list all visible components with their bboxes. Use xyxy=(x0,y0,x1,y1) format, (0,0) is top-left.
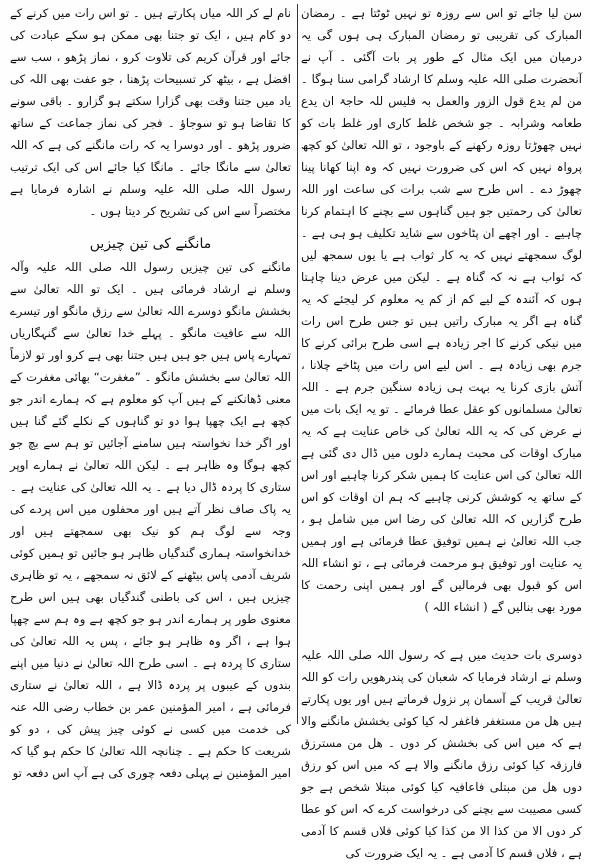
section-heading: مانگنے کی تین چیزیں xyxy=(89,236,212,252)
right-column-paragraph-2: دوسری بات حدیث میں ہے کہ رسول اللہ صلی اللہ علیہ وسلم نے ارشاد فرمایا کہ شعبان کی پندرھویں رات کو اللہ تعالیٰ قریب کے آسمان پر نزول فرماتے ہیں اور یوں پکارتے ہیں ھل من مستغفر فاغفر لہ کیا کوئی بخشش مانگنے والا ہے کہ میں اس کی بخشش کر دوں ۔ ھل من مسترزق فارزقہ کیا کوئی رزق مانگنے والا ہے کہ میں اس کو رزق دوں ھل من مبتلی فاعافیہ کیا کوئی مبتلا شخص ہے جو کسی مصیبت سے بچنے کی درخواست کرے کہ اس کو عطا کر دوں الا من کذا الا من کذا کیا کوئی فلاں قسم کا آدمی ہے ، فلاں قسم کا آدمی ہے ۔ یہ ایک ضرورت کی xyxy=(301,648,582,860)
left-column-paragraph-1: نام لے کر اللہ میاں پکارتے ہیں ۔ تو اس رات میں کرنے کے دو کام ہیں ، ایک تو جتنا بھی ممکن ہو سکے عبادت کی جائے اور قرآن کریم کی تلاوت کرو ، نماز پڑھو ، سب سے افضل ہے ، بیٹھ کر تسبیحات پڑھنا ، جو عفت بھی اللہ کی یاد میں جتنا وقت بھی گزارا سکتے ہو گزارو ۔ باقی سونے کا تقاضا ہو تو سوجاؤ ۔ فجر کی نماز جماعت کے ساتھ ضرور پڑھو ۔ اور دوسرا یہ کہ رات مانگنے کی ہے کہ اللہ تعالیٰ سے مانگا جائے ۔ مانگا کیا جائے اس کی ایک ترتیب رسول اللہ صلی اللہ علیہ وسلم نے اشارہ فرمایا ہے مختصراً سے اس کی تشریح کر دیتا ہوں ۔ xyxy=(10,6,291,218)
right-column xyxy=(301,2,582,860)
column-divider xyxy=(297,4,298,724)
right-column-paragraph-1: سن لیا جائے تو اس سے روزہ تو نہیں ٹوٹتا ہے ۔ رمضان المبارک کی تقریبی تو رمضان المبارک ہی ہوں گی یہ درمیان میں ایک مثال کے طور پر بات آگئی ۔ آپ نے آنحضرت صلی اللہ علیہ وسلم کا ارشاد گرامی سنا ہوگا ۔ من لم یدع قول الزور والعمل بہ فلیس للہ حاجۃ ان یدع طعامہ وشرابہ ۔ جو شخص غلط کاری اور غلط بات کو نہیں چھوڑتا روزہ رکھنے کے باوجود ، تو اللہ تعالیٰ کو کچھ پرواہ نہیں کہ اس کی ضرورت نہیں کہ وہ اپنا کھانا پینا چھوڑ دے ۔ اس طرح سے شب برات کی ساعت اور اللہ تعالیٰ کی رحمتیں جو ہیں گناہوں سے بچنے کا اہتمام کرنا چاہیے ۔ اور اچھے ان پٹاخوں سے شاید تکلیف ہو ہی ہے ۔ لوگ سمجھتے نہیں کہ یہ کار ثواب ہے یا یوں سمجھ لیں کہ ثواب ہے نہ کہ گناہ ہے ۔ لیکن میں عرض دینا چاہتا ہوں کہ آئندہ کے لیے کم از کم یہ معلوم کر لیجئے کہ یہ گناہ ہے اگر یہ مبارک راتیں ہیں تو جس طرح اس رات میں نیکی کرنے کا اجر زیادہ ہے اسی طرح برائی کرنے کا جرم بھی زیادہ ہے ۔ اس لیے اس رات میں پٹاخے چلانا ، آتش بازی کرنا یہ بہت ہی زیادہ سنگین جرم ہے ۔ اللہ تعالیٰ مسلمانوں کو عقل عطا فرمائے ۔ تو یہ ایک بات میں نے عرض کی کہ یہ اللہ تعالیٰ کی خاص عنایت ہے کہ یہ مبارک اوقات کی محبت ہمارے دلوں میں ڈال دی گئی ہے اللہ تعالیٰ کی اس عنایت کا ہمیں شکر کرنا چاہیے اور اس کے ساتھ یہ کوشش کرنی چاہیے کہ ہم ان اوقات کو اس طرح گزاریں کہ اللہ تعالیٰ کی رضا اس میں شامل ہو ، جب اللہ تعالیٰ نے ہمیں توفیق عطا فرمائی ہے اور ہمیں یہ عنایت اور توفیق ہو مرحمت فرمائی ہے ، تو انشاء اللہ اس کو قبول بھی فرمالیں گے اور ہمیں اپنی رحمت کا مورد بھی بنالیں گے ( انشاء اللہ ) xyxy=(301,6,582,614)
left-column-paragraph-2: مانگنے کی تین چیزیں رسول اللہ صلی اللہ علیہ وآلہ وسلم نے ارشاد فرمائی ہیں ۔ ایک تو اللہ تعالیٰ سے بخشش مانگو دوسرے اللہ تعالیٰ سے رزق مانگو اور تیسرے اللہ سے عافیت مانگو ۔ پہلے خدا تعالیٰ سے گنہگاریاں تمہارے پاس ہیں جو ہیں ہیں جتنا بھی ہے کرو اور تو لازماً اللہ تعالیٰ سے بخشش مانگو ۔ ”مغفرت“ بھائی مغفرت کے معنی ڈھانکنے کے ہیں آپ کو معلوم ہے کہ ہمارے اندر جو کچھ ہے ایک چھپا ہوا دو تو گناہوں کے نکلے گئے گنا ہیں اور اگر خدا نخواستہ ہیں سامنے آجائیں تو ہم سے بچ جو کچھ ہوگا وہ ظاہر ہے ۔ لیکن اللہ تعالیٰ نے ہمارے اوپر ستاری کا پردہ ڈال دیا ہے ۔ یہ اللہ تعالیٰ کی عنایت ہے ۔ یہ پاک صاف نظر آتے ہیں اور محفلوں میں اس پردے کی وجہ سے لوگ ہم کو نیک بھی سمجھتے ہیں اور خدانخواستہ ہماری گندگیاں ظاہر ہو جائیں تو ہمیں کوئی شریف آدمی پاس بیٹھنے کے لائق نہ سمجھے ، یہ تو ظاہری چیزیں ہیں ، اس کی باطنی گندگیاں بھی ہیں اس طرح معنوی طور پر ہمارے اندر ہو جو کچھ ہے وہ ہم سے چھپا ہوا ہے ، اگر وہ ظاہر ہو جائے ، پس یہ اللہ تعالیٰ کی ستاری کا پردہ ہے ۔ اسی طرح اللہ تعالیٰ نے دنیا میں اپنے بندوں کے عیبوں پر پردہ ڈالا ہے ، اللہ تعالیٰ نے ستاری فرمائی ہے ، امیر المؤمنین عمر بن خطاب رضی اللہ عنہ کی خدمت میں کسی نے کوئی چیز پیش کی ، دو کو شریعت کا حکم ہے ۔ چنانچہ اللہ تعالیٰ کا حکم ہو گیا کہ امیر المؤمنین نے پہلی دفعہ چوری کی ہے آپ اس دفعہ تو xyxy=(10,260,291,780)
left-column xyxy=(10,2,291,780)
